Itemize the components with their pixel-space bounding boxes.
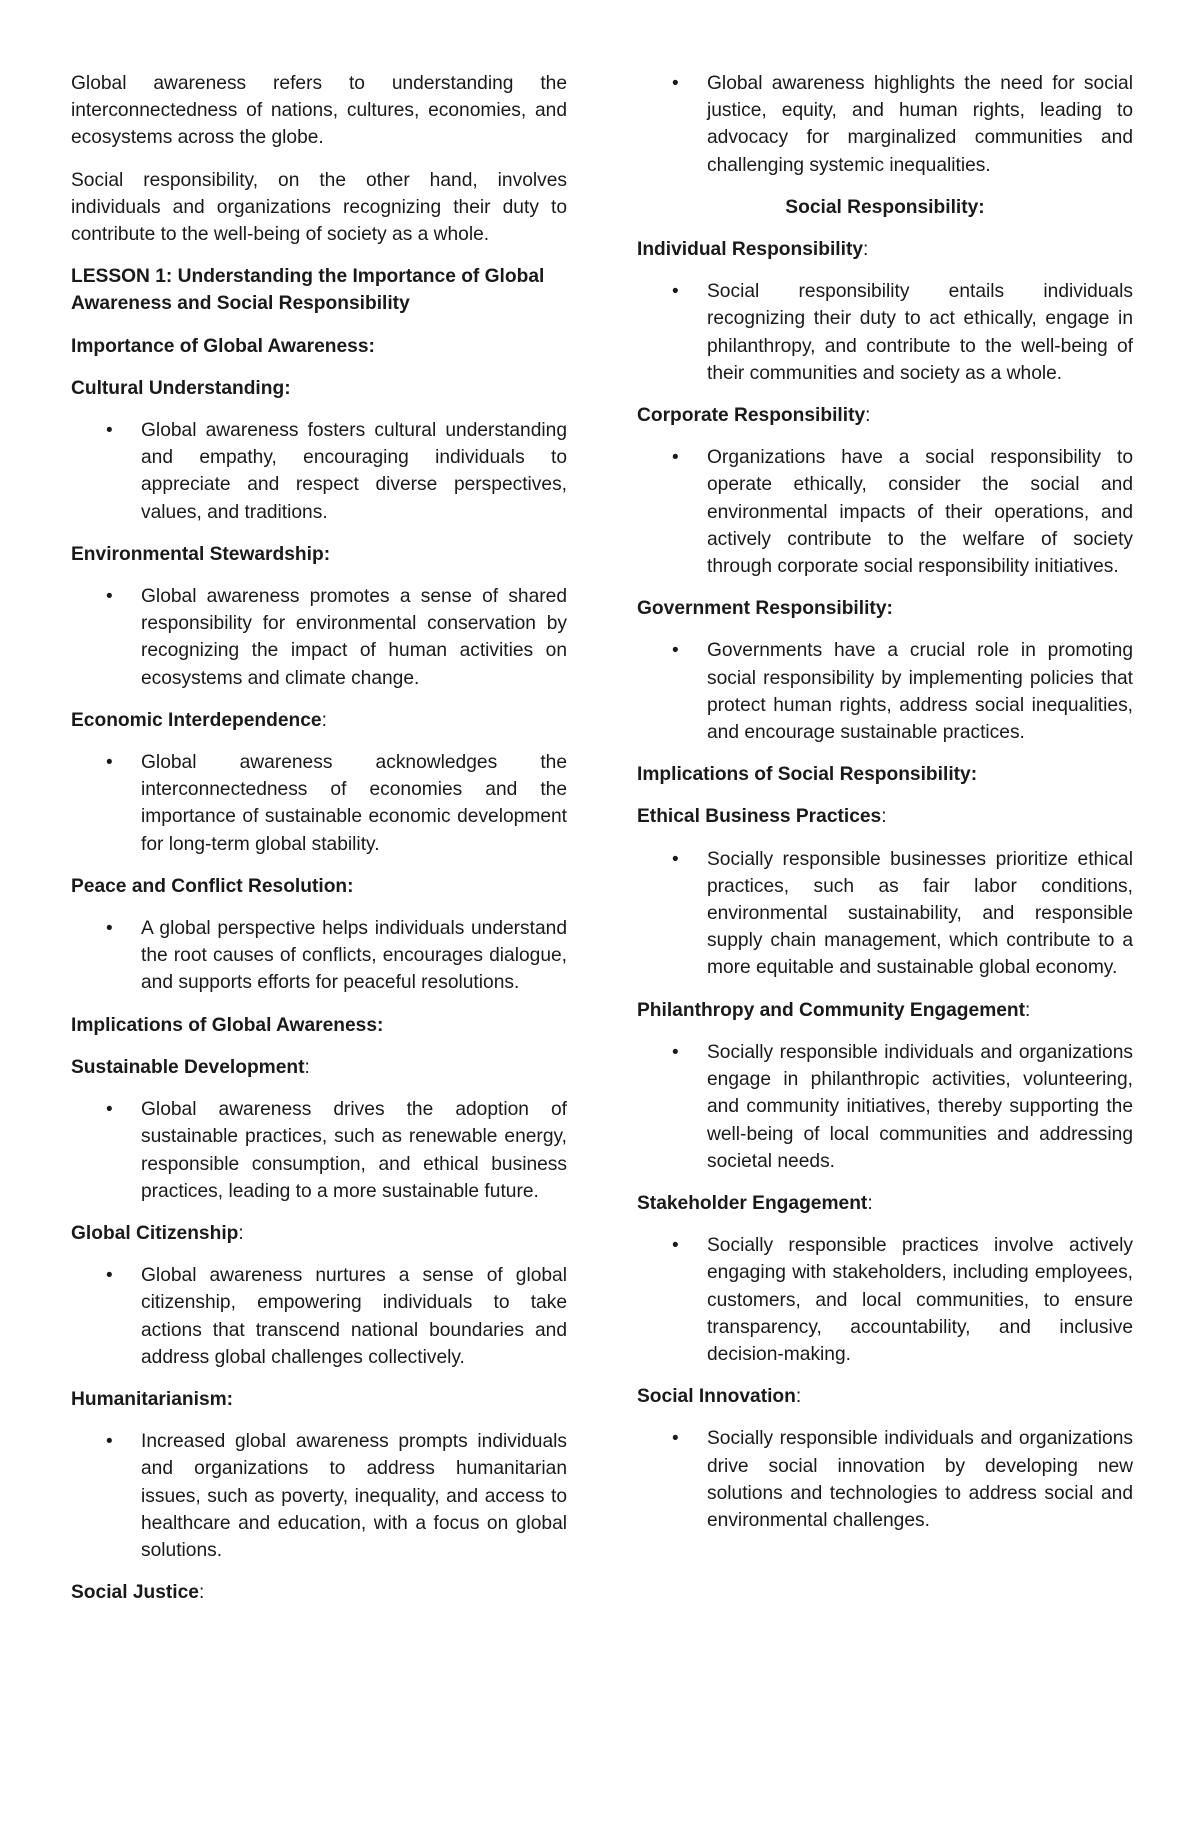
bullet-list-environmental <box>71 583 567 692</box>
list-item: • Global awareness highlights the need for social justice, equity, and human rights, leading to advocacy for marginalized communities and challenging systemic inequalities. <box>637 70 1133 179</box>
list-item: • Socially responsible businesses prioritize ethical practices, such as fair labor conditions, environmental sustainability, and responsible supply chain management, which contribute to a more equitable and sustainable global economy. <box>637 846 1133 982</box>
left-column <box>71 70 567 1621</box>
bullet-list-philanthropy <box>637 1039 1133 1175</box>
list-item: • Global awareness nurtures a sense of global citizenship, empowering individuals to take actions that transcend national boundaries and address global challenges collectively. <box>71 1262 567 1371</box>
bullet-list-sustainable <box>71 1096 567 1205</box>
heading-text: Global Citizenship <box>71 1222 239 1244</box>
section-heading-implications-social: Implications of Social Responsibility: <box>637 764 978 786</box>
list-item: • Organizations have a social responsibility to operate ethically, consider the social and environmental impacts of their operations, and actively contribute to the welfare of society through corporate social responsibility initiatives. <box>637 444 1133 580</box>
section-heading-implications-global: Implications of Global Awareness: <box>71 1014 384 1036</box>
list-item: • Global awareness fosters cultural understanding and empathy, encouraging individuals to appreciate and respect diverse perspectives, values, and traditions. <box>71 417 567 526</box>
list-item: • Increased global awareness prompts individuals and organizations to address humanitarian issues, such as poverty, inequality, and access to healthcare and education, with a focus on global solutions. <box>71 1428 567 1564</box>
bullet-list-individual <box>637 278 1133 387</box>
list-item: • Global awareness promotes a sense of shared responsibility for environmental conservation by recognizing the impact of human activities on ecosystems and climate change. <box>71 583 567 692</box>
subheading-global-citizenship: Global Citizenship: <box>71 1222 244 1244</box>
subheading-peace-conflict: Peace and Conflict Resolution: <box>71 875 354 897</box>
list-item: • Socially responsible practices involve actively engaging with stakeholders, including employees, customers, and local communities, to ensure transparency, accountability, and inclusive decision-making. <box>637 1232 1133 1368</box>
bullet-list-innovation <box>637 1425 1133 1534</box>
subheading-government-responsibility: Government Responsibility: <box>637 598 893 620</box>
list-item: • A global perspective helps individuals understand the root causes of conflicts, encourages dialogue, and supports efforts for peaceful resolutions. <box>71 915 567 997</box>
bullet-list-economic <box>71 749 567 858</box>
subheading-stakeholder-engagement: Stakeholder Engagement: <box>637 1192 873 1214</box>
list-item: • Global awareness acknowledges the interconnectedness of economies and the importance of sustainable economic development for long-term global stability. <box>71 749 567 858</box>
subheading-environmental-stewardship: Environmental Stewardship: <box>71 543 331 565</box>
subheading-economic-interdependence: Economic Interdependence: <box>71 709 327 731</box>
heading-text: Individual Responsibility <box>637 239 864 261</box>
section-heading-importance: Importance of Global Awareness: <box>71 335 375 357</box>
bullet-list-social-justice <box>637 70 1133 179</box>
bullet-list-stakeholder <box>637 1232 1133 1368</box>
subheading-corporate-responsibility: Corporate Responsibility: <box>637 405 871 427</box>
heading-text: Stakeholder Engagement <box>637 1192 868 1214</box>
list-item: • Socially responsible individuals and organizations drive social innovation by developing new solutions and technologies to address social and environmental challenges. <box>637 1425 1133 1534</box>
heading-text: Corporate Responsibility <box>637 405 866 427</box>
bullet-list-corporate <box>637 444 1133 580</box>
bullet-list-ethical <box>637 846 1133 982</box>
bullet-list-government <box>637 637 1133 746</box>
heading-text: Economic Interdependence <box>71 709 322 731</box>
heading-text: Philanthropy and Community Engagement <box>637 999 1026 1021</box>
subheading-ethical-business: Ethical Business Practices: <box>637 806 887 828</box>
intro-paragraph-global-awareness: Global awareness refers to understanding the interconnectedness of nations, cultures, economies, and ecosystems across the globe. <box>71 73 567 149</box>
subheading-social-justice: Social Justice: <box>71 1582 205 1604</box>
heading-text: Sustainable Development <box>71 1056 305 1078</box>
subheading-philanthropy: Philanthropy and Community Engagement: <box>637 999 1031 1021</box>
subheading-social-innovation: Social Innovation: <box>637 1386 802 1408</box>
subheading-sustainable-development: Sustainable Development: <box>71 1056 310 1078</box>
right-column <box>637 70 1133 1549</box>
bullet-list-humanitarianism <box>71 1428 567 1564</box>
heading-text: Ethical Business Practices <box>637 806 882 828</box>
list-item: • Global awareness drives the adoption of sustainable practices, such as renewable energy, responsible consumption, and ethical business practices, leading to a more sustainable future. <box>71 1096 567 1205</box>
subheading-individual-responsibility: Individual Responsibility: <box>637 239 869 261</box>
subheading-cultural-understanding: Cultural Understanding: <box>71 377 291 399</box>
bullet-list-cultural <box>71 417 567 526</box>
list-item: • Social responsibility entails individuals recognizing their duty to act ethically, engage in philanthropy, and contribute to the well-being of their communities and society as a whole. <box>637 278 1133 387</box>
section-heading-social-responsibility: Social Responsibility: <box>785 196 985 218</box>
list-item: • Socially responsible individuals and organizations engage in philanthropic activities, volunteering, and community initiatives, thereby supporting the well-being of local communities and addressing societal needs. <box>637 1039 1133 1175</box>
bullet-list-citizenship <box>71 1262 567 1371</box>
bullet-list-peace <box>71 915 567 997</box>
intro-paragraph-social-responsibility: Social responsibility, on the other hand, involves individuals and organizations recognizing their duty to contribute to the well-being of society as a whole. <box>71 169 567 246</box>
list-item: • Governments have a crucial role in promoting social responsibility by implementing policies that protect human rights, address social inequalities, and encourage sustainable practices. <box>637 637 1133 746</box>
heading-text: Social Justice <box>71 1582 199 1604</box>
lesson-title: LESSON 1: Understanding the Importance of Global Awareness and Social Responsibility <box>71 266 545 315</box>
subheading-humanitarianism: Humanitarianism: <box>71 1388 234 1410</box>
heading-text: Social Innovation <box>637 1386 796 1408</box>
